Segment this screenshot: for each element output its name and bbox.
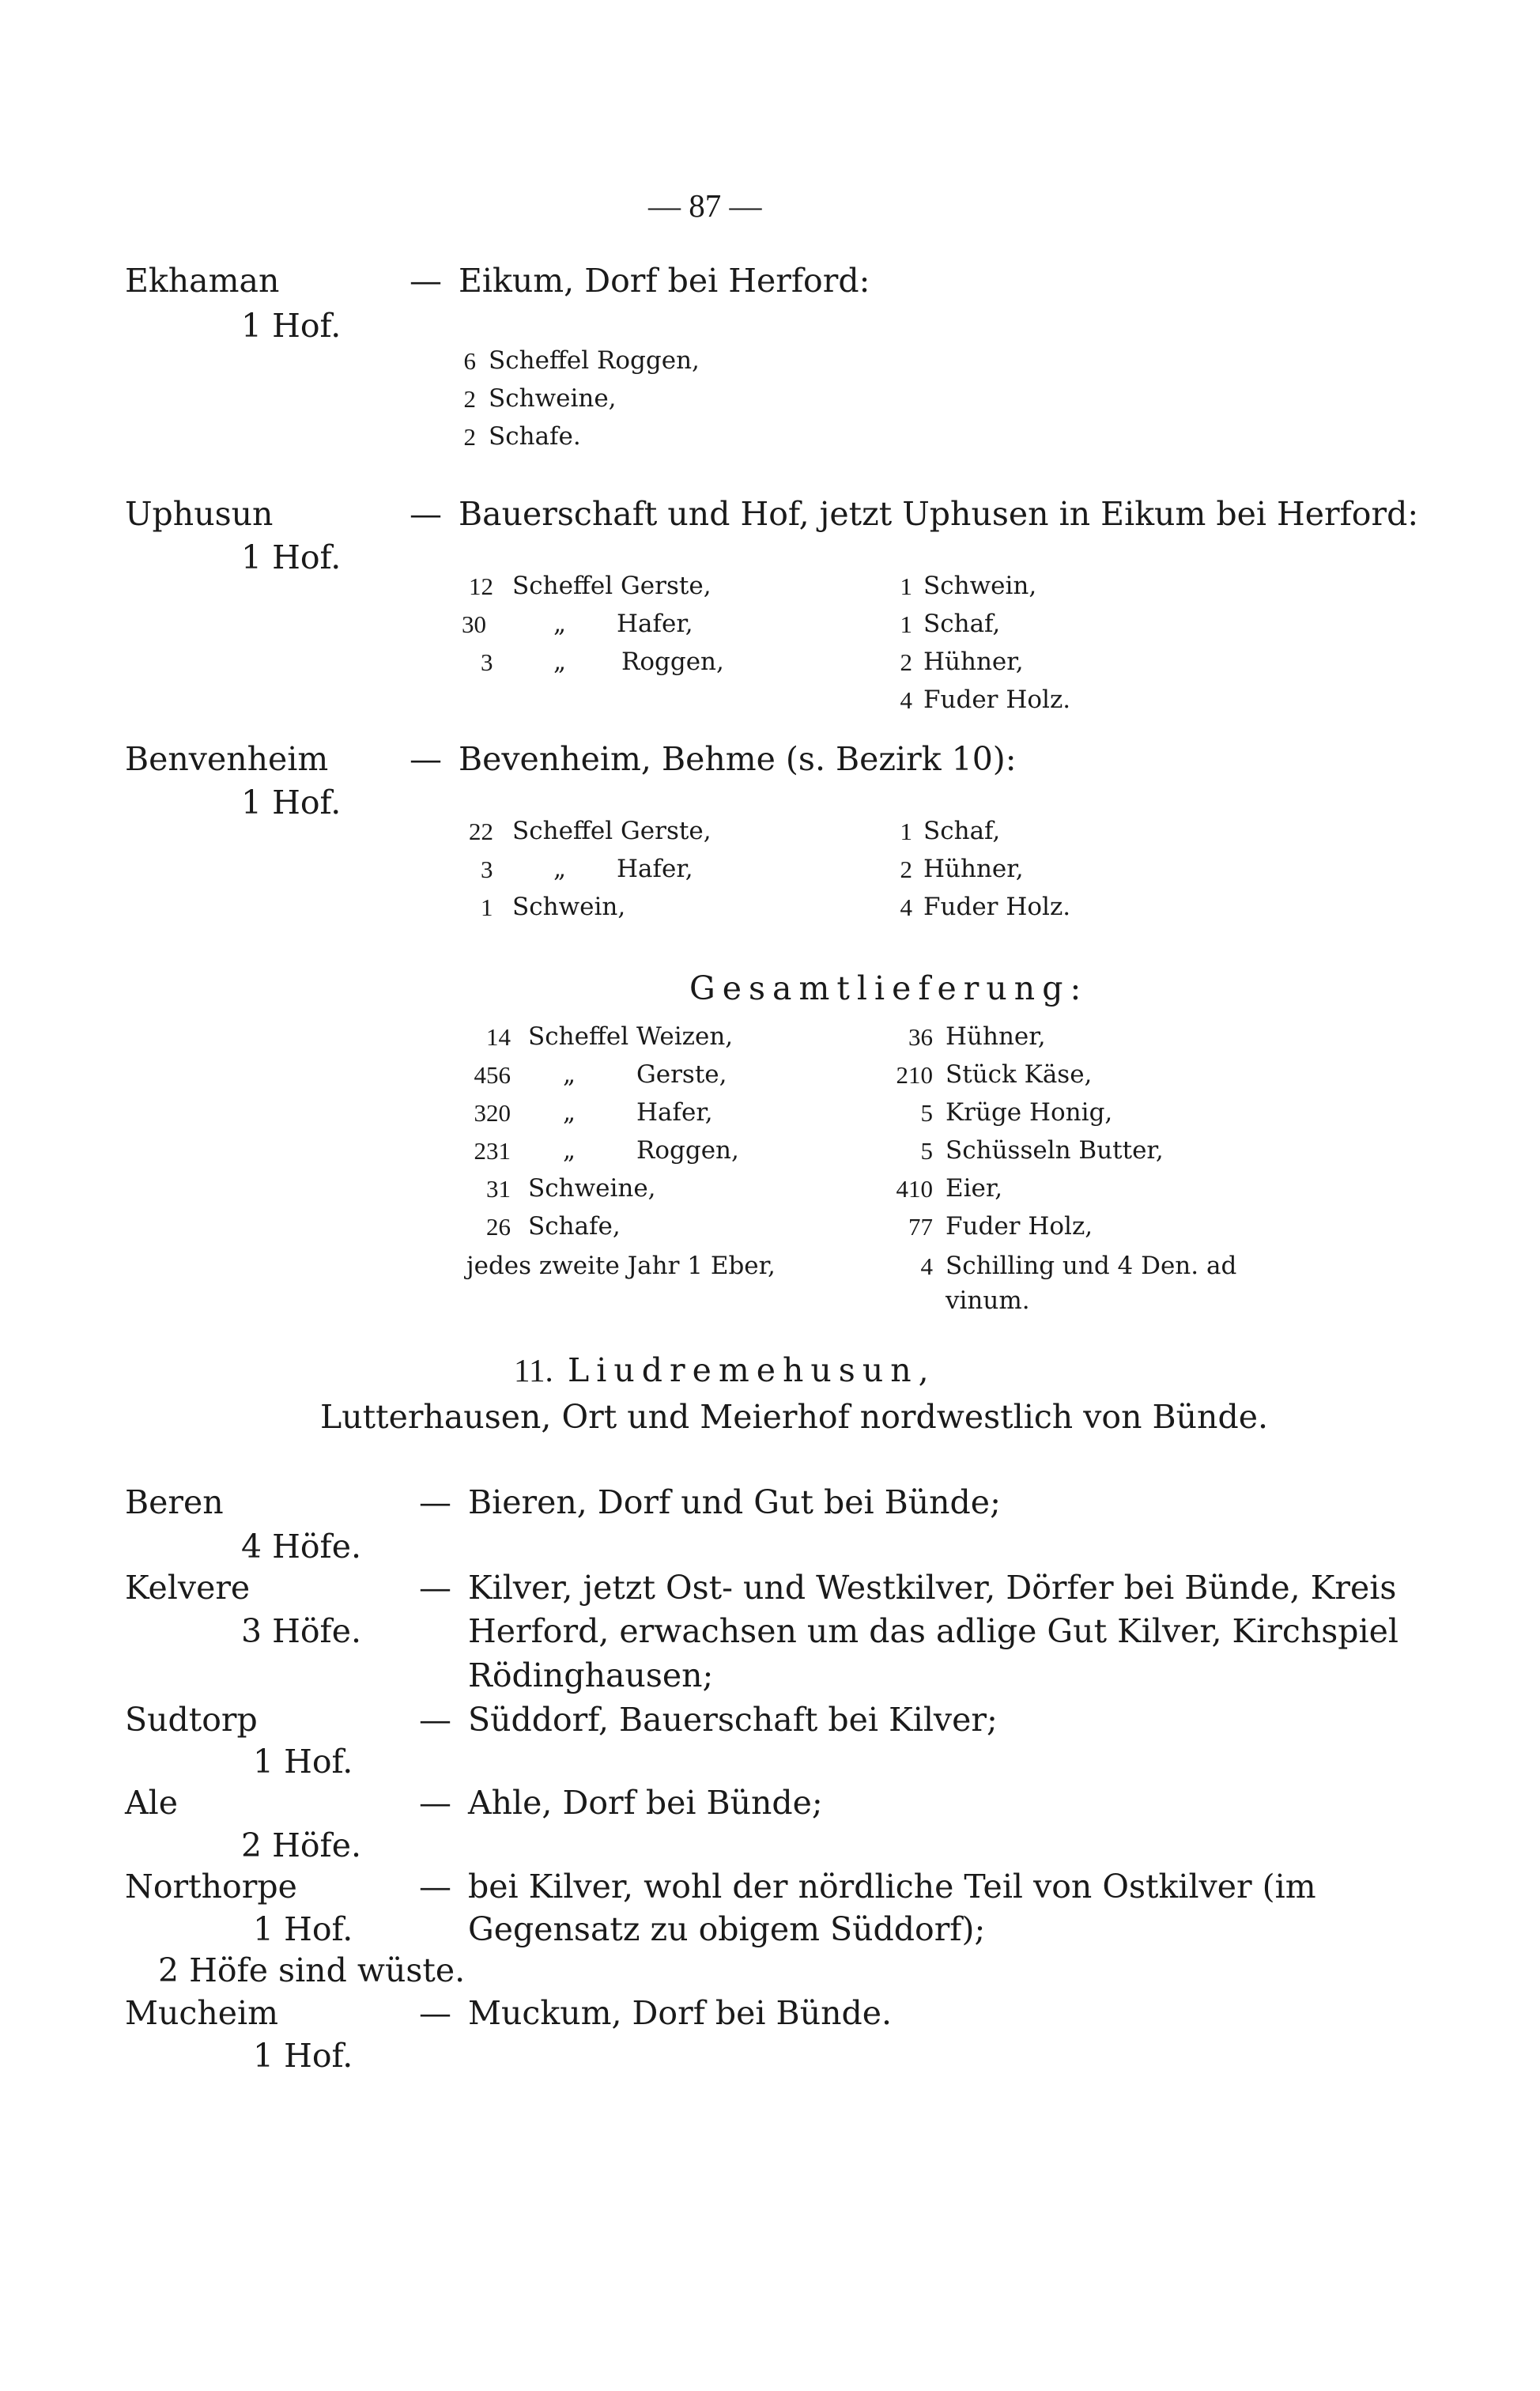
entry-dash: —	[419, 1701, 451, 1739]
section-number: 11.	[514, 1352, 553, 1388]
place-description: bei Kilver, wohl der nördliche Teil von Ostkilver (im	[468, 1868, 1316, 1906]
total-qty: 31	[486, 1175, 511, 1203]
place-name: Benvenheim	[125, 740, 329, 778]
total-item: Roggen,	[636, 1136, 739, 1165]
ditto-mark: „	[553, 610, 567, 638]
place-description: Bieren, Dorf und Gut bei Bünde;	[468, 1483, 1001, 1521]
delivery-item: Scheffel Roggen,	[489, 346, 700, 375]
section-title: Liudremehusun,	[568, 1351, 936, 1389]
place-description: Bevenheim, Behme (s. Bezirk 10):	[459, 740, 1017, 778]
delivery-item: Schaf,	[923, 817, 1001, 845]
farm-count: 3 Höfe.	[241, 1612, 362, 1650]
ditto-mark: „	[553, 855, 567, 883]
delivery-item: Fuder Holz.	[923, 893, 1071, 921]
ditto-mark: „	[563, 1098, 576, 1127]
place-name: Beren	[125, 1483, 224, 1521]
total-item: Krüge Honig,	[946, 1098, 1113, 1127]
total-qty: 320	[474, 1099, 511, 1127]
delivery-item: Hühner,	[923, 648, 1024, 676]
page-number: — 87 —	[648, 187, 762, 224]
place-description: Bauerschaft und Hof, jetzt Uphusen in Eikum bei Herford:	[459, 495, 1419, 533]
place-name: Kelvere	[125, 1569, 251, 1607]
delivery-qty: 3	[481, 856, 493, 883]
farm-count: 1 Hof.	[241, 784, 342, 822]
entry-dash: —	[410, 495, 442, 533]
total-note: jedes zweite Jahr 1 Eber,	[466, 1252, 776, 1280]
total-qty: 77	[908, 1213, 933, 1241]
delivery-qty: 1	[900, 572, 912, 600]
total-qty: 14	[486, 1023, 511, 1051]
place-name: Sudtorp	[125, 1701, 258, 1739]
place-description: Rödinghausen;	[468, 1656, 714, 1694]
delivery-item: Scheffel Gerste,	[512, 572, 711, 600]
delivery-item: Fuder Holz.	[923, 686, 1071, 714]
total-qty: 5	[920, 1137, 933, 1165]
total-item: Eier,	[946, 1174, 1003, 1203]
place-name: Ale	[125, 1784, 178, 1822]
delivery-item: Schwein,	[512, 893, 626, 921]
delivery-item: Schwein,	[923, 572, 1037, 600]
place-description: Gegensatz zu obigem Süddorf);	[468, 1910, 986, 1948]
ditto-mark: „	[563, 1136, 576, 1165]
entry-dash: —	[419, 1994, 451, 2032]
delivery-item: Schafe.	[489, 422, 581, 451]
entry-dash: —	[419, 1784, 451, 1822]
ditto-mark: „	[563, 1060, 576, 1089]
delivery-item: Scheffel Gerste,	[512, 817, 711, 845]
total-item-continued: vinum.	[946, 1286, 1030, 1315]
total-item: Fuder Holz,	[946, 1212, 1093, 1241]
total-qty: 4	[920, 1252, 933, 1280]
delivery-item: Hühner,	[923, 855, 1024, 883]
place-description: Ahle, Dorf bei Bünde;	[468, 1784, 823, 1822]
farm-count: 1 Hof.	[241, 538, 342, 576]
delivery-qty: 2	[463, 385, 476, 413]
delivery-qty: 6	[463, 347, 476, 375]
total-qty: 231	[474, 1137, 511, 1165]
delivery-qty: 1	[900, 610, 912, 638]
total-item: Scheffel Weizen,	[528, 1022, 734, 1051]
total-item: Schafe,	[528, 1212, 621, 1241]
place-description: Muckum, Dorf bei Bünde.	[468, 1994, 893, 2032]
delivery-qty: 1	[481, 893, 493, 921]
delivery-qty: 2	[463, 423, 476, 451]
delivery-qty: 4	[900, 686, 912, 714]
delivery-qty: 1	[900, 818, 912, 845]
total-qty: 210	[896, 1061, 933, 1089]
total-item: Schilling und 4 Den. ad	[946, 1252, 1237, 1280]
total-qty: 26	[486, 1213, 511, 1241]
delivery-qty: 12	[469, 572, 493, 600]
total-item: Schüsseln Butter,	[946, 1136, 1164, 1165]
delivery-item: Roggen,	[621, 648, 724, 676]
farm-count: 1 Hof.	[241, 307, 342, 345]
delivery-item: Hafer,	[617, 855, 693, 883]
section-subtitle: Lutterhausen, Ort und Meierhof nordwestlich von Bünde.	[320, 1398, 1269, 1436]
total-item: Stück Käse,	[946, 1060, 1093, 1089]
place-description: Kilver, jetzt Ost- und Westkilver, Dörfer bei Bünde, Kreis	[468, 1569, 1397, 1607]
entry-dash: —	[419, 1569, 451, 1607]
place-name: Mucheim	[125, 1994, 279, 2032]
delivery-item: Schaf,	[923, 610, 1001, 638]
entry-dash: —	[419, 1483, 451, 1521]
total-item: Schweine,	[528, 1174, 656, 1203]
total-qty: 410	[896, 1175, 933, 1203]
delivery-qty: 22	[469, 818, 493, 845]
entry-dash: —	[410, 262, 442, 300]
place-description: Herford, erwachsen um das adlige Gut Kilver, Kirchspiel	[468, 1612, 1399, 1650]
deserted-farms-note: 2 Höfe sind wüste.	[158, 1951, 466, 1989]
total-qty: 36	[908, 1023, 933, 1051]
total-qty: 456	[474, 1061, 511, 1089]
place-name: Uphusun	[125, 495, 274, 533]
farm-count: 2 Höfe.	[241, 1826, 362, 1864]
place-description: Süddorf, Bauerschaft bei Kilver;	[468, 1701, 998, 1739]
delivery-qty: 2	[900, 856, 912, 883]
delivery-item: Schweine,	[489, 384, 617, 413]
total-item: Hafer,	[636, 1098, 713, 1127]
delivery-item: Hafer,	[617, 610, 693, 638]
farm-count: 1 Hof.	[253, 1743, 353, 1781]
total-qty: 5	[920, 1099, 933, 1127]
delivery-qty: 3	[481, 648, 493, 676]
delivery-qty: 2	[900, 648, 912, 676]
place-description: Eikum, Dorf bei Herford:	[459, 262, 870, 300]
total-item: Hühner,	[946, 1022, 1046, 1051]
entry-dash: —	[410, 740, 442, 778]
total-heading: Gesamtlieferung:	[689, 969, 1089, 1007]
delivery-qty: 4	[900, 893, 912, 921]
total-item: Gerste,	[636, 1060, 727, 1089]
farm-count: 1 Hof.	[253, 2037, 353, 2075]
entry-dash: —	[419, 1868, 451, 1906]
delivery-qty: 30	[462, 610, 486, 638]
ditto-mark: „	[553, 648, 567, 676]
farm-count: 4 Höfe.	[241, 1528, 362, 1566]
place-name: Northorpe	[125, 1868, 297, 1906]
farm-count: 1 Hof.	[253, 1910, 353, 1948]
place-name: Ekhaman	[125, 262, 280, 300]
